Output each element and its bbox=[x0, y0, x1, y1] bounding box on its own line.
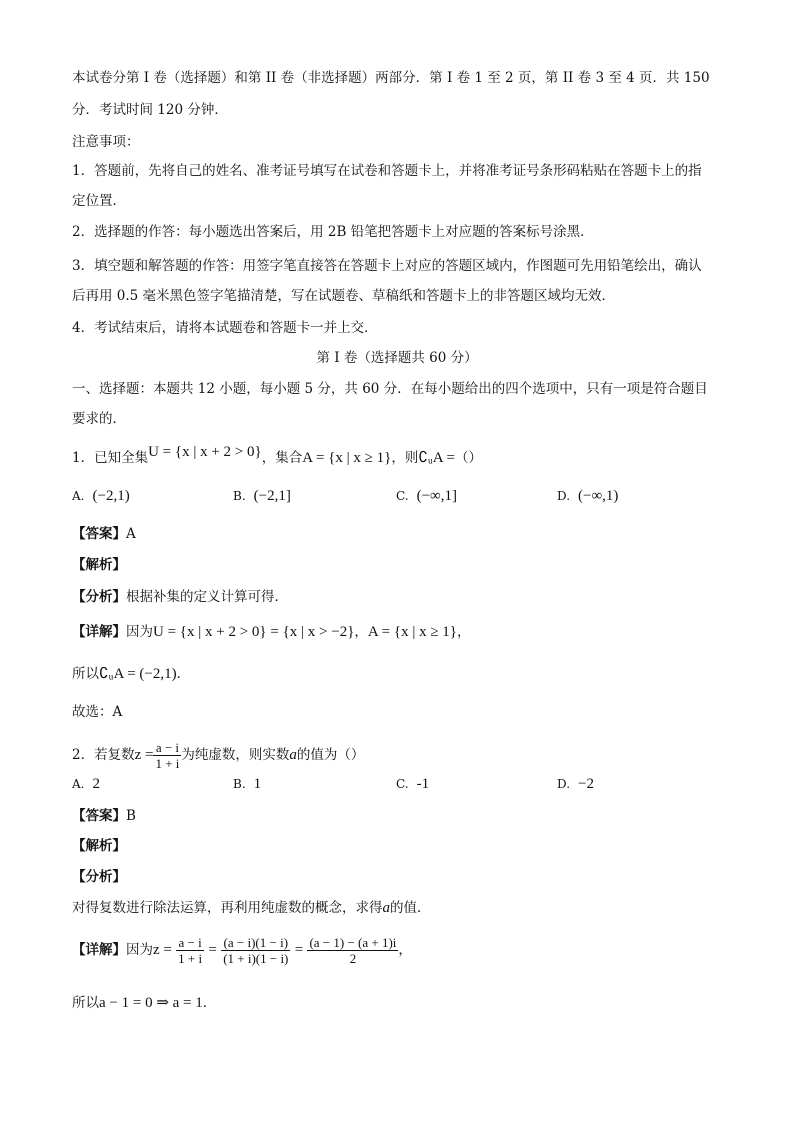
notice-1b: 定位置． bbox=[72, 193, 126, 209]
q1-prefix: 1．已知全集 bbox=[72, 450, 149, 466]
section-title: 第 I 卷（选择题共 60 分） bbox=[316, 350, 478, 366]
q1-mid: ，集合 bbox=[261, 450, 303, 466]
q2-fenxi: 对得复数进行除法运算，再利用纯虚数的概念，求得a的值． bbox=[72, 900, 431, 916]
notice-4: 4．考试结束后，请将本试题卷和答题卡一并上交． bbox=[72, 320, 378, 336]
part1-line-2: 要求的． bbox=[72, 411, 126, 427]
notice-2: 2．选择题的作答：每小题选出答案后，用 2B 铅笔把答题卡上对应题的答案标号涂黑． bbox=[72, 224, 594, 240]
q1-set-a: A = {x | x ≥ 1} bbox=[302, 450, 392, 466]
q2-analysis-tag: 【解析】 bbox=[72, 838, 126, 854]
part1-line-1: 一、选择题：本题共 12 小题，每小题 5 分，共 60 分．在每小题给出的四个选项中，只有一项是符合题目 bbox=[72, 381, 708, 397]
q2-detail-frac-1: $\frac{a - i}{1 + i}$ bbox=[178, 935, 203, 966]
notice-3a: 3．填空题和解答题的作答：用签字笔直接答在答题卡上对应的答题区域内，作图题可先用铅笔绘出，确认 bbox=[72, 258, 702, 274]
q2-answer: 【答案】B bbox=[72, 808, 136, 824]
q2-detail-frac-3: $\frac{(a - 1) - (a + 1)i}{2}$ bbox=[309, 935, 397, 966]
q2-detail: 【详解】因为z = $\frac{a - i}{1 + i}$ = $\frac{(a - i)(1 - i)}{(1 + i)(1 - i)}$ = $\frac{(a - 1) - (a + 1)i}{2}$ ， bbox=[72, 935, 412, 966]
q1-detail: 【详解】因为U = {x | x + 2 > 0} = {x | x > −2}，A = {x | x ≥ 1}， bbox=[72, 624, 471, 640]
q2-detail-frac-2: $\frac{(a - i)(1 - i)}{(1 + i)(1 - i)}$ bbox=[223, 935, 289, 966]
q2-option-c: C. -1 bbox=[396, 776, 430, 792]
intro-line-1: 本试卷分第 I 卷（选择题）和第 II 卷（非选择题）两部分．第 I 卷 1 至 2 页，第 II 卷 3 至 4 页．共 150 bbox=[72, 70, 710, 86]
q2-stem: 2．若复数z = $\frac{a - i}{1 + i}$ 为纯虚数，则实数a的值为（） bbox=[72, 740, 365, 771]
notice-1a: 1．答题前，先将自己的姓名、准考证号填写在试卷和答题卡上，并将准考证号条形码粘贴在答题卡上的指 bbox=[72, 163, 702, 179]
intro-line-2: 分．考试时间 120 分钟． bbox=[72, 102, 228, 118]
notice-title: 注意事项： bbox=[72, 134, 140, 150]
q2-fenxi-tag: 【分析】 bbox=[72, 869, 126, 885]
q2-so: 所以a − 1 = 0 ⇒ a = 1． bbox=[72, 995, 217, 1011]
q1-paren: （） bbox=[455, 450, 483, 466]
q1-option-b: B. (−2,1] bbox=[233, 488, 291, 504]
q1-stem bbox=[72, 444, 483, 468]
q1-option-c: C. (−∞,1] bbox=[396, 488, 457, 504]
q1-option-a: A. (−2,1) bbox=[72, 488, 130, 504]
notice-3b: 后再用 0.5 毫米黑色签字笔描清楚，写在试题卷、草稿纸和答题卡上的非答题区域均无效． bbox=[72, 288, 616, 304]
q2-option-a: A. 2 bbox=[72, 776, 100, 792]
q2-fraction: $\frac{a - i}{1 + i}$ bbox=[155, 740, 180, 771]
q1-option-d: D. (−∞,1) bbox=[557, 488, 619, 504]
q1-universal-set: U = {x | x + 2 > 0} bbox=[148, 444, 262, 460]
q1-analysis-tag: 【解析】 bbox=[72, 557, 126, 573]
q1-choose: 故选：A bbox=[72, 704, 123, 720]
q1-fenxi: 【分析】根据补集的定义计算可得． bbox=[72, 589, 288, 605]
q2-option-b: B. 1 bbox=[233, 776, 262, 792]
q1-so: 所以∁ᵤA = (−2,1)． bbox=[72, 666, 191, 682]
q2-option-d: D. −2 bbox=[557, 776, 594, 792]
q1-answer: 【答案】A bbox=[72, 526, 136, 542]
q1-complement: ∁ᵤA = bbox=[418, 450, 456, 466]
q1-then: ，则 bbox=[391, 450, 419, 466]
